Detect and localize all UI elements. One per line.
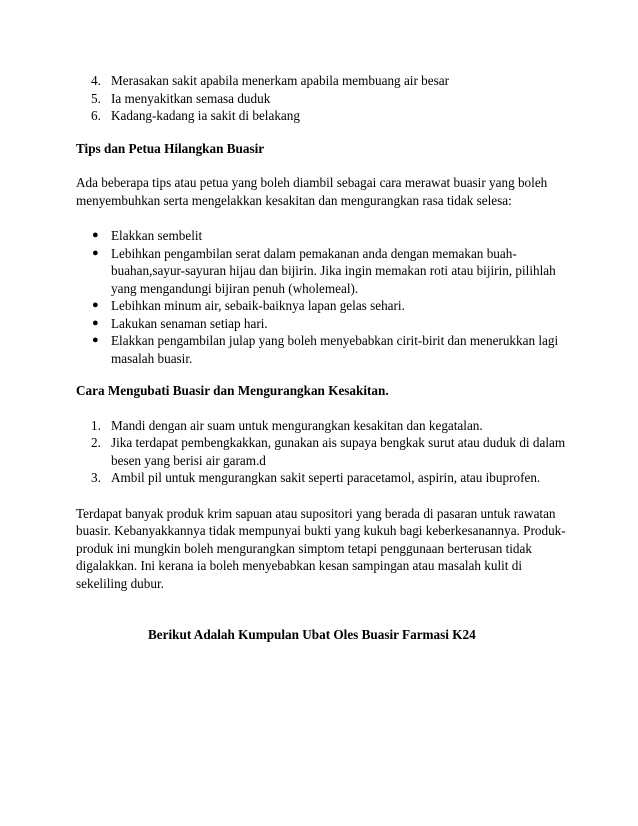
tips-heading: Tips dan Petua Hilangkan Buasir bbox=[76, 140, 265, 156]
list-item-text: Kadang-kadang ia sakit di belakang bbox=[111, 108, 300, 123]
list-item-text: Ambil pil untuk mengurangkan sakit seperti paracetamol, aspirin, atau ibuprofen. bbox=[111, 470, 541, 485]
list-item-text: Mandi dengan air suam untuk mengurangkan kesakitan dan kegatalan. bbox=[111, 417, 483, 433]
list-item-text: Lebihkan minum air, sebaik-baiknya lapan gelas sehari. bbox=[111, 298, 405, 313]
list-number: 4. bbox=[91, 73, 101, 88]
list-item bbox=[76, 332, 566, 367]
list-item-text: Elakkan sembelit bbox=[111, 228, 203, 243]
list-number: 2. bbox=[91, 435, 101, 450]
list-item bbox=[76, 227, 566, 245]
tips-bullet-list bbox=[76, 227, 566, 367]
product-list-heading: Berikut Adalah Kumpulan Ubat Oles Buasir Farmasi K24 bbox=[148, 627, 476, 642]
list-number: 1. bbox=[91, 417, 101, 433]
list-item bbox=[76, 297, 566, 315]
closing-paragraph: Terdapat banyak produk krim sapuan atau supositori yang berada di pasaran untuk rawatan buasir. Kebanyakkannya tidak mempunyai bukti yang kukuh bagi keberkesanannya. Produk-produk ini mungkin boleh mengurangkan simptom tetapi penggunaan berterusan tidak digalakkan. Ini kerana ia boleh menyebabkan kesan sampingan atau masalah kulit di sekeliling dubur. bbox=[76, 505, 566, 591]
document-body bbox=[76, 72, 566, 644]
list-item bbox=[76, 434, 566, 469]
list-item-text: Jika terdapat pembengkakkan, gunakan ais supaya bengkak surut atau duduk di dalam besen yang berisi air garam.d bbox=[111, 435, 566, 468]
bullet-icon: ● bbox=[92, 299, 99, 311]
list-item bbox=[76, 90, 566, 108]
list-item bbox=[76, 245, 566, 298]
list-item-text: Lebihkan pengambilan serat dalam pemakanan anda dengan memakan buah-buahan,sayur-sayuran hijau dan bijirin. Jika ingin memakan roti atau bijirin, pilihlah yang mengandungi bijiran penuh (wholemeal). bbox=[111, 245, 556, 296]
list-item-text: Merasakan sakit apabila menerkam apabila membuang air besar bbox=[111, 73, 449, 88]
list-item bbox=[76, 469, 566, 487]
list-item bbox=[76, 72, 566, 90]
bullet-icon: ● bbox=[92, 316, 99, 329]
treatment-heading: Cara Mengubati Buasir dan Mengurangkan Kesakitan. bbox=[76, 383, 389, 398]
list-number: 3. bbox=[91, 470, 101, 485]
tips-intro-paragraph: Ada beberapa tips atau petua yang boleh diambil sebagai cara merawat buasir yang boleh menyembuhkan serta mengelakkan kesakitan dan mengurangkan rasa tidak selesa: bbox=[76, 175, 548, 208]
list-item bbox=[76, 417, 566, 435]
bullet-icon: ● bbox=[92, 229, 99, 241]
list-item-text: Elakkan pengambilan julap yang boleh menyebabkan cirit-birit dan menerukkan lagi masalah buasir. bbox=[111, 333, 559, 366]
bullet-icon: ● bbox=[92, 334, 99, 346]
list-item bbox=[76, 315, 566, 333]
symptom-list-continued bbox=[76, 72, 566, 125]
list-item bbox=[76, 107, 566, 125]
list-item-text: Ia menyakitkan semasa duduk bbox=[111, 90, 271, 106]
list-number: 5. bbox=[91, 90, 101, 106]
treatment-list bbox=[76, 417, 566, 487]
list-number: 6. bbox=[91, 108, 101, 123]
list-item-text: Lakukan senaman setiap hari. bbox=[111, 315, 268, 331]
bullet-icon: ● bbox=[92, 246, 99, 259]
